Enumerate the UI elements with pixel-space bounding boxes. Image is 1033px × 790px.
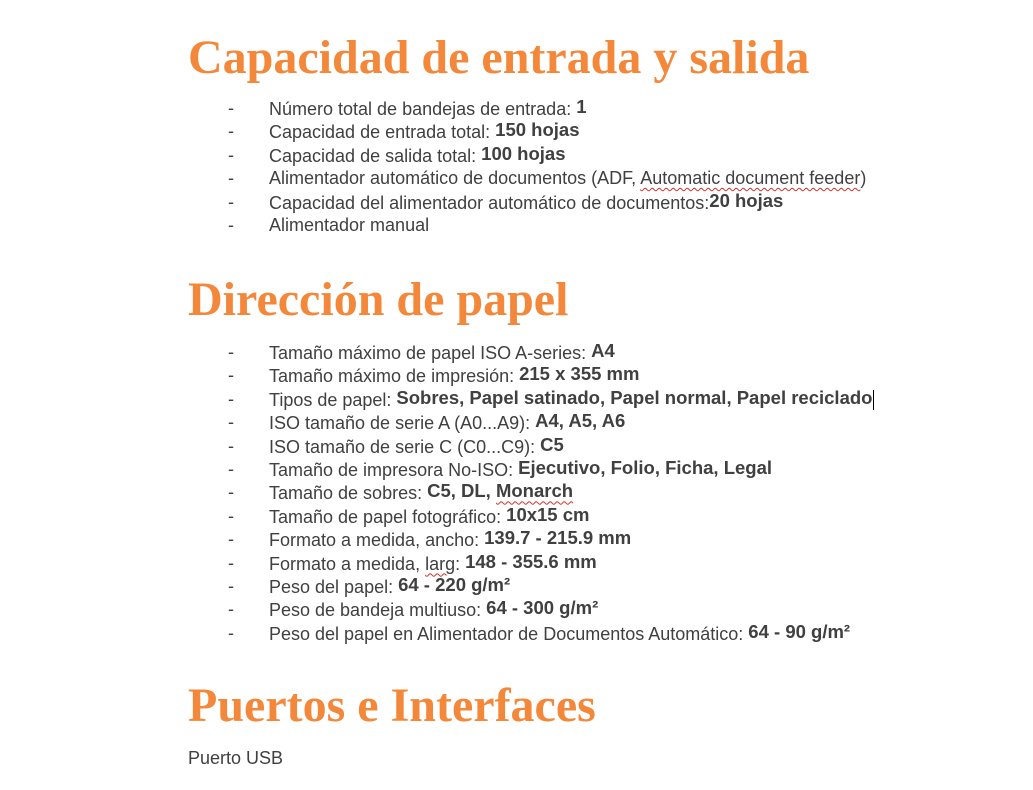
list-item-text — [269, 458, 772, 482]
spellcheck-flagged-text: larg — [425, 553, 456, 574]
item-value: 20 hojas — [709, 189, 784, 211]
item-label: Formato a medida, — [269, 553, 426, 574]
list-marker: - — [228, 435, 234, 456]
list-item-text — [269, 214, 429, 237]
item-value: 64 - 300 g/m² — [486, 597, 599, 619]
list-item-text — [269, 341, 615, 365]
list-item-text — [269, 411, 625, 435]
item-label: Tamaño de sobres: — [269, 483, 428, 504]
list-item-text — [269, 598, 598, 622]
list-marker: - — [228, 458, 234, 479]
list-marker: - — [228, 412, 234, 433]
list-marker: - — [228, 482, 234, 503]
item-value: 64 - 220 g/m² — [398, 573, 511, 595]
item-label: ISO tamaño de serie A (A0...A9): — [269, 413, 536, 434]
item-label: Tamaño máximo de papel ISO A-series: — [269, 343, 592, 363]
list-item-text — [269, 364, 639, 388]
list-item-text — [269, 435, 564, 459]
spellcheck-flagged-text: Automatic document feeder — [640, 168, 861, 189]
puerto-usb-text: Puerto USB — [188, 748, 284, 768]
item-suffix: ) — [860, 168, 867, 189]
item-label: Alimentador manual — [269, 214, 430, 235]
item-value: 139.7 - 215.9 mm — [484, 527, 632, 549]
spellcheck-flagged-value: Monarch — [495, 480, 574, 502]
item-value: 10x15 cm — [506, 503, 590, 525]
item-value: 215 x 355 mm — [519, 363, 640, 385]
item-suffix: : — [455, 553, 466, 574]
item-label: Tamaño de impresora No-ISO: — [269, 459, 519, 480]
list-marker: - — [228, 168, 234, 189]
list-item-text — [269, 167, 866, 190]
list-item-text — [269, 552, 597, 576]
heading-capacidad: Capacidad de entrada y salida — [188, 31, 810, 84]
list-marker: - — [228, 575, 234, 596]
item-label: Alimentador automático de documentos (ADF, — [269, 168, 641, 189]
list-item-text — [269, 622, 850, 646]
item-label: Capacidad de entrada total: — [269, 122, 496, 143]
item-value: 64 - 90 g/m² — [748, 620, 851, 642]
item-label: Peso del papel en Alimentador de Documentos Automático: — [269, 623, 749, 644]
list-marker: - — [228, 98, 234, 118]
item-label: Tipos de papel: — [269, 389, 397, 410]
item-label: Tamaño de papel fotográfico: — [269, 506, 507, 527]
item-value: 148 - 355.6 mm — [465, 550, 597, 572]
list-item-text — [269, 191, 783, 215]
item-value: A4 — [591, 340, 615, 361]
list-marker: - — [228, 552, 234, 573]
list-item-text — [269, 120, 580, 144]
item-label: Capacidad del alimentador automático de documentos: — [269, 192, 710, 213]
list-marker: - — [228, 505, 234, 526]
list-item-text — [269, 144, 565, 168]
list-marker: - — [228, 191, 234, 212]
list-marker: - — [228, 144, 234, 165]
item-value: Sobres, Papel satinado, Papel normal, Papel reciclado — [396, 386, 873, 408]
list-item-text — [269, 97, 587, 121]
item-label: Capacidad de salida total: — [269, 145, 482, 166]
item-value: 1 — [576, 96, 587, 117]
list-item-text — [269, 575, 510, 599]
item-label: Peso de bandeja multiuso: — [269, 600, 487, 621]
item-value: C5 — [540, 433, 564, 455]
item-label: Peso del papel: — [269, 576, 399, 597]
item-value: Ejecutivo, Folio, Ficha, Legal — [518, 456, 773, 478]
item-label: Tamaño máximo de impresión: — [269, 366, 520, 387]
list-marker: - — [228, 214, 234, 235]
item-value: 100 hojas — [481, 142, 566, 164]
heading-puertos: Puertos e Interfaces — [188, 679, 596, 732]
item-value: C5, DL, — [427, 480, 496, 502]
list-marker: - — [228, 388, 234, 409]
list-marker: - — [228, 529, 234, 550]
item-label: Formato a medida, ancho: — [269, 530, 485, 551]
item-label: Número total de bandejas de entrada: — [269, 99, 577, 119]
list-marker: - — [228, 121, 234, 142]
list-marker: - — [228, 599, 234, 620]
list-item-text — [269, 505, 589, 529]
list-marker: - — [228, 342, 234, 362]
list-item-text — [269, 388, 874, 412]
item-value: A4, A5, A6 — [535, 410, 626, 432]
text-cursor — [873, 390, 874, 410]
list-marker: - — [228, 622, 234, 643]
list-item-text — [269, 528, 631, 552]
item-value: 150 hojas — [495, 119, 580, 141]
list-item-text — [269, 481, 573, 505]
item-label: ISO tamaño de serie C (C0...C9): — [269, 436, 541, 457]
heading-direccion: Dirección de papel — [188, 273, 569, 326]
list-marker: - — [228, 365, 234, 386]
